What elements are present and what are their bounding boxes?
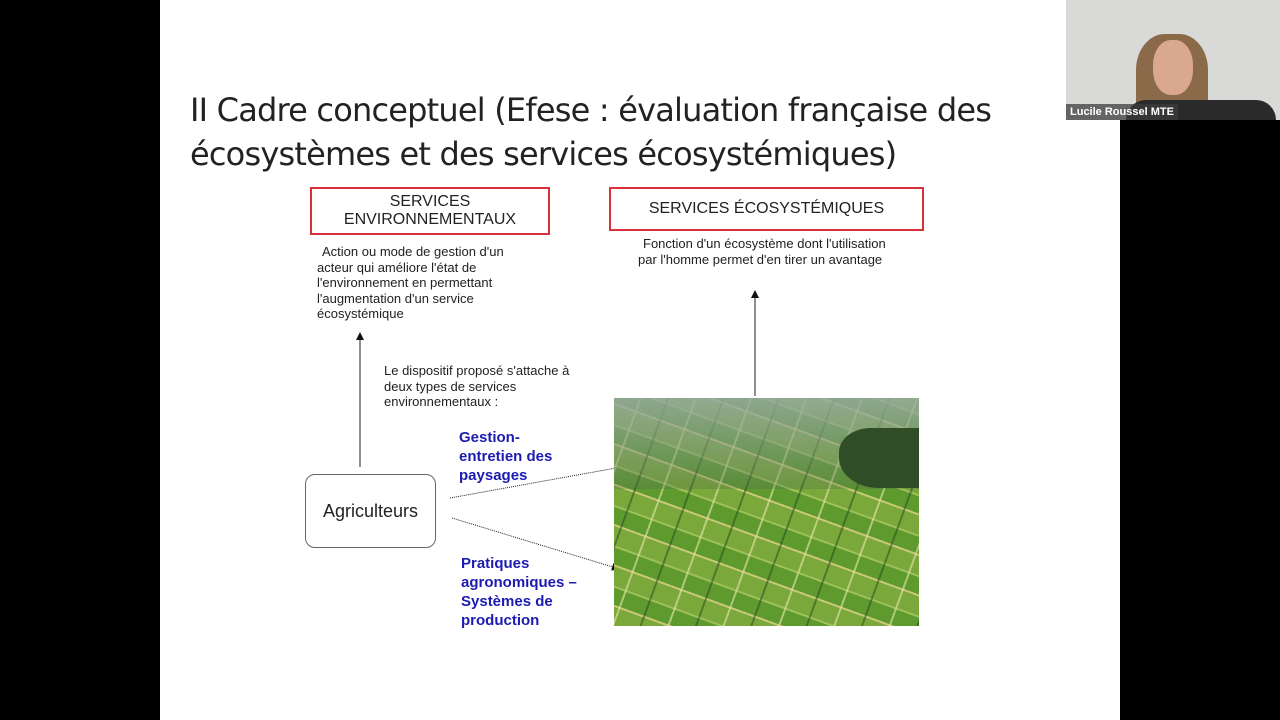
env-description: Action ou mode de gestion d'un acteur qui améliore l'état de l'environnement en permettant l'augmentation d'un service écosystémique: [317, 244, 504, 321]
participant-name: Lucile Roussel MTE: [1066, 104, 1178, 120]
presentation-slide: [160, 0, 1120, 720]
arrow-pratiques: [452, 518, 616, 568]
arrow-paysages: [450, 468, 616, 498]
eco-description: Fonction d'un écosystème dont l'utilisation par l'homme permet d'en tirer un avantage: [638, 236, 886, 267]
box-label: SERVICES ÉCOSYSTÉMIQUES: [648, 200, 885, 217]
slide-title: II Cadre conceptuel (Efese : évaluation française des écosystèmes et des services écosystémiques): [190, 91, 992, 173]
type-pratiques: Pratiques agronomiques – Systèmes de production: [461, 555, 577, 629]
actor-label: Agriculteurs: [322, 500, 419, 521]
type-paysages: Gestion-entretien des paysages: [459, 429, 553, 484]
box-label: SERVICES ENVIRONNEMENTAUX: [343, 193, 517, 228]
bocage-landscape-photo: [614, 398, 919, 626]
dispositif-text: Le dispositif proposé s'attache à deux types de services environnementaux :: [384, 363, 570, 409]
participant-video-tile[interactable]: [1066, 0, 1280, 120]
